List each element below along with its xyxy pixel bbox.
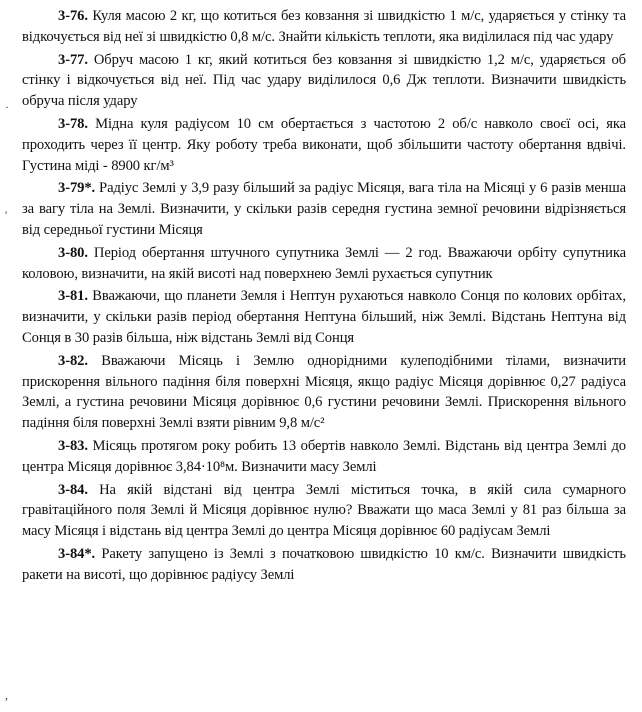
margin-mark: ' (5, 208, 8, 222)
problem-3-82 (22, 351, 626, 434)
problem-number: 3-82. (58, 352, 88, 369)
problem-3-76 (22, 6, 626, 48)
problem-3-81 (22, 286, 626, 348)
problem-number: 3-84. (58, 481, 88, 498)
problem-number: 3-78. (58, 115, 88, 132)
margin-mark: , (5, 688, 8, 702)
problem-number: 3-80. (58, 244, 88, 261)
problem-3-78 (22, 114, 626, 176)
problem-3-84-star (22, 544, 626, 586)
problem-text: Мідна куля радіусом 10 см обертається з частотою 2 об/с навколо своєї осі, яка проходить через її центр. Яку роботу треба виконати, щоб збільшити частоту обертання вдвічі. Густина міді - 8900 кг/м³ (22, 115, 626, 174)
margin-mark: · (5, 100, 9, 114)
problem-number: 3-76. (58, 8, 88, 24)
problem-3-79 (22, 178, 626, 240)
problem-3-77 (22, 50, 626, 112)
problem-text: Вважаючи Місяць і Землю однорідними кулеподібними тілами, визначити прискорення вільного падіння біля поверхні Місяця, якщо радіус Місяця дорівнює 0,27 радіуса Землі, а густина речовини Місяця дорівнює 0,6 густини речовини Землі. Прискорення вільного падіння біля поверхні Землі взяти рівним 9,8 м/с² (22, 352, 626, 432)
problem-text: Місяць протягом року робить 13 обертів навколо Землі. Відстань від центра Землі до центра Місяця дорівнює 3,84·10⁸м. Визначити масу Землі (22, 437, 626, 475)
problem-text: Вважаючи, що планети Земля і Нептун рухаються навколо Сонця по колових орбітах, визначити, у скільки разів період обертання Нептуна більший, ніж Землі. Відстань Нептуна від Сонця в 30 разів більша, ніж відстань Землі від Сонця (22, 288, 626, 346)
problem-number: 3-77. (58, 51, 88, 68)
problem-text: Радіус Землі у 3,9 разу більший за радіус Місяця, вага тіла на Місяці у 6 разів менша за вагу тіла на Землі. Визначити, у скільки разів середня густина земної речовини відрізняється від середньої густини Місяця (22, 180, 626, 238)
problem-3-83 (22, 436, 626, 478)
problem-text: Куля масою 2 кг, що котиться без ковзання зі швидкістю 1 м/с, ударяється у стінку та відкочується від неї зі швидкістю 0,8 м/с. Знайти кількість теплоти, яка виділилася під час удару (22, 8, 626, 45)
problem-number: 3-84*. (58, 545, 96, 562)
problem-text: На якій відстані від центра Землі міститься точка, в якій сила сумарного гравітаційного поля Землі й Місяця дорівнює нулю? Вважати що маса Землі у 81 раз більша за масу Місяця і відстань від центра Землі до центра Місяця дорівнює 60 радіусам Землі (22, 481, 626, 540)
problem-number: 3-81. (58, 288, 88, 305)
problem-text: Ракету запущено із Землі з початковою швидкістю 10 км/с. Визначити швидкість ракети на висоті, що дорівнює радіусу Землі (22, 545, 626, 583)
problem-3-80 (22, 243, 626, 285)
problem-number: 3-79*. (58, 180, 96, 197)
problem-number: 3-83. (58, 437, 88, 454)
problem-3-84 (22, 480, 626, 542)
problem-text: Період обертання штучного супутника Землі — 2 год. Вважаючи орбіту супутника коловою, визначити, на якій висоті над поверхнею Землі рухається супутник (22, 244, 626, 282)
problem-list (22, 6, 626, 588)
problem-text: Обруч масою 1 кг, який котиться без ковзання зі швидкістю 1,2 м/с, ударяється об стінку і відкочується від неї. Під час удару виділилося 0,6 Дж теплоти. Визначити швидкість обруча після удару (22, 51, 626, 110)
